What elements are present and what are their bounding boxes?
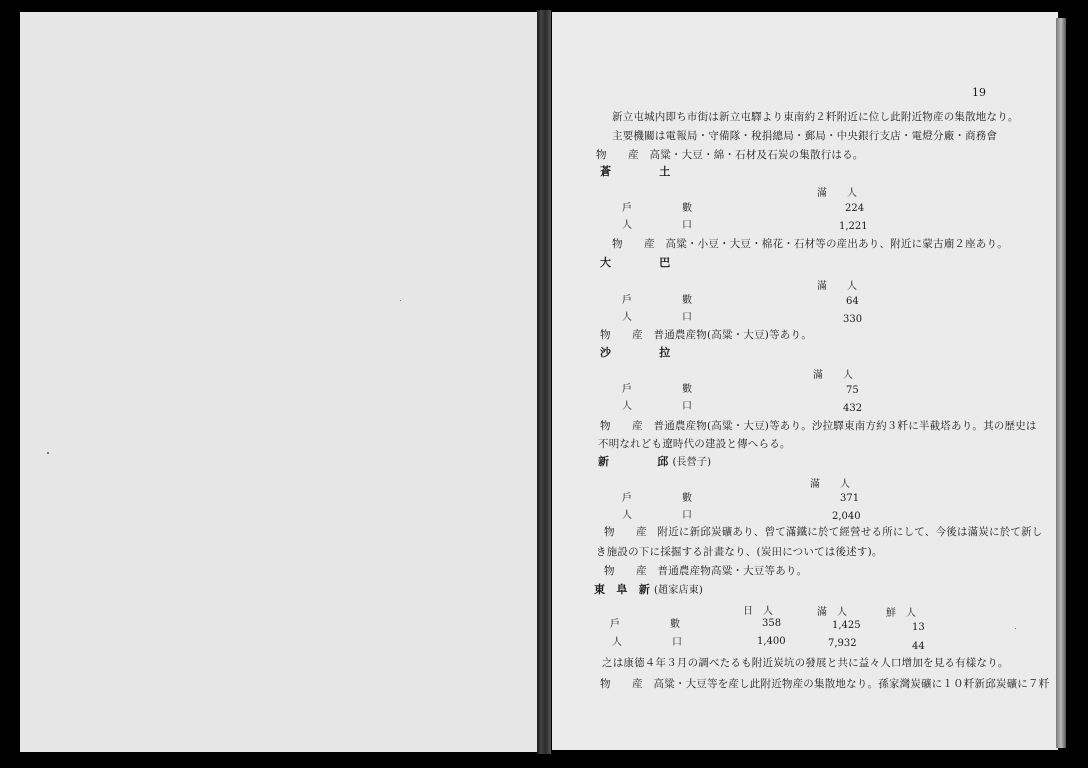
column-header: 滿 人 xyxy=(813,370,853,381)
left-blank-page xyxy=(20,12,540,752)
row-value: 64 xyxy=(846,296,859,307)
section-heading: 蒼 土 xyxy=(600,165,671,178)
page-edge xyxy=(1056,18,1066,748)
column-header: 滿 人 xyxy=(817,607,847,618)
row-value: 432 xyxy=(843,403,863,414)
section-note: 物 産 普通農産物高粱・大豆等あり。 xyxy=(604,565,808,577)
row-value: 13 xyxy=(912,622,925,633)
row-label: 戶 數 xyxy=(622,203,692,214)
section-heading: 沙 拉 xyxy=(600,346,671,359)
row-value: 1,425 xyxy=(832,620,861,631)
column-header: 鮮 人 xyxy=(886,608,916,619)
section-note: 不明なれども遼時代の建設と傳へらる。 xyxy=(598,438,791,450)
column-header: 滿 人 xyxy=(817,281,857,292)
column-header: 滿 人 xyxy=(810,479,850,490)
intro-line: 主要機關は電報局・守備隊・稅捐總局・郵局・中央銀行支店・電燈分廠・商務會 xyxy=(612,130,998,142)
section-heading: 大 巴 xyxy=(600,256,671,269)
section-heading: 新 邱 (長營子) xyxy=(598,455,712,468)
section-note: 之は康德４年３月の調べたるも附近炭坑の發展と共に益々人口增加を見る有樣なり。 xyxy=(602,657,1009,669)
row-value: 44 xyxy=(912,641,925,652)
row-value: 1,221 xyxy=(839,221,868,232)
row-value: 371 xyxy=(840,493,860,504)
intro-line: 新立屯城内即ち市街は新立屯驛より東南約２粁附近に位し此附近物産の集散地なり。 xyxy=(612,111,1019,123)
row-label: 人 口 xyxy=(622,510,692,521)
column-header: 滿 人 xyxy=(817,188,857,199)
row-label: 人 口 xyxy=(612,637,682,648)
row-label: 戶 數 xyxy=(610,619,680,630)
scan-speck xyxy=(400,300,401,301)
intro-line: 物 産 高粱・大豆・綿・石材及石炭の集散行はる。 xyxy=(596,149,864,161)
scan-speck xyxy=(1015,628,1016,629)
section-note: き施設の下に採掘する計畫なり、(炭田については後述す)。 xyxy=(596,546,883,558)
row-label: 人 口 xyxy=(622,220,692,231)
row-value: 2,040 xyxy=(832,511,861,522)
row-value: 75 xyxy=(846,385,859,396)
row-value: 358 xyxy=(762,618,782,629)
section-note: 物 産 高粱・小豆・大豆・棉花・石材等の産出あり、附近に蒙古廟２座あり。 xyxy=(612,238,1008,250)
row-label: 人 口 xyxy=(622,312,692,323)
page-number: 19 xyxy=(972,86,986,99)
row-value: 224 xyxy=(845,203,865,214)
book-spine xyxy=(537,10,551,754)
row-label: 人 口 xyxy=(622,401,692,412)
row-value: 1,400 xyxy=(757,636,786,647)
column-header: 日 人 xyxy=(743,606,773,617)
row-label: 戶 數 xyxy=(622,384,692,395)
row-label: 戶 數 xyxy=(622,493,692,504)
section-note: 物 産 普通農産物(高粱・大豆)等あり。 xyxy=(600,329,812,341)
scan-speck xyxy=(47,452,49,454)
section-heading: 東 阜 新 (趙家店東) xyxy=(594,583,704,596)
row-value: 7,932 xyxy=(828,638,857,649)
section-note: 物 産 高粱・大豆等を産し此附近物産の集散地なり。孫家灣炭礦に１０粁新邱炭礦に７粁 xyxy=(600,678,1050,690)
row-label: 戶 數 xyxy=(622,295,692,306)
section-note: 物 産 普通農産物(高粱・大豆)等あり。沙拉驛東南方約３粁に半截塔あり。其の歴史は xyxy=(600,420,1037,432)
row-value: 330 xyxy=(843,314,863,325)
section-note: 物 産 附近に新邱炭礦あり、曾て滿鐵に於て經營せる所にして、今後は滿炭に於て新し xyxy=(604,526,1043,538)
